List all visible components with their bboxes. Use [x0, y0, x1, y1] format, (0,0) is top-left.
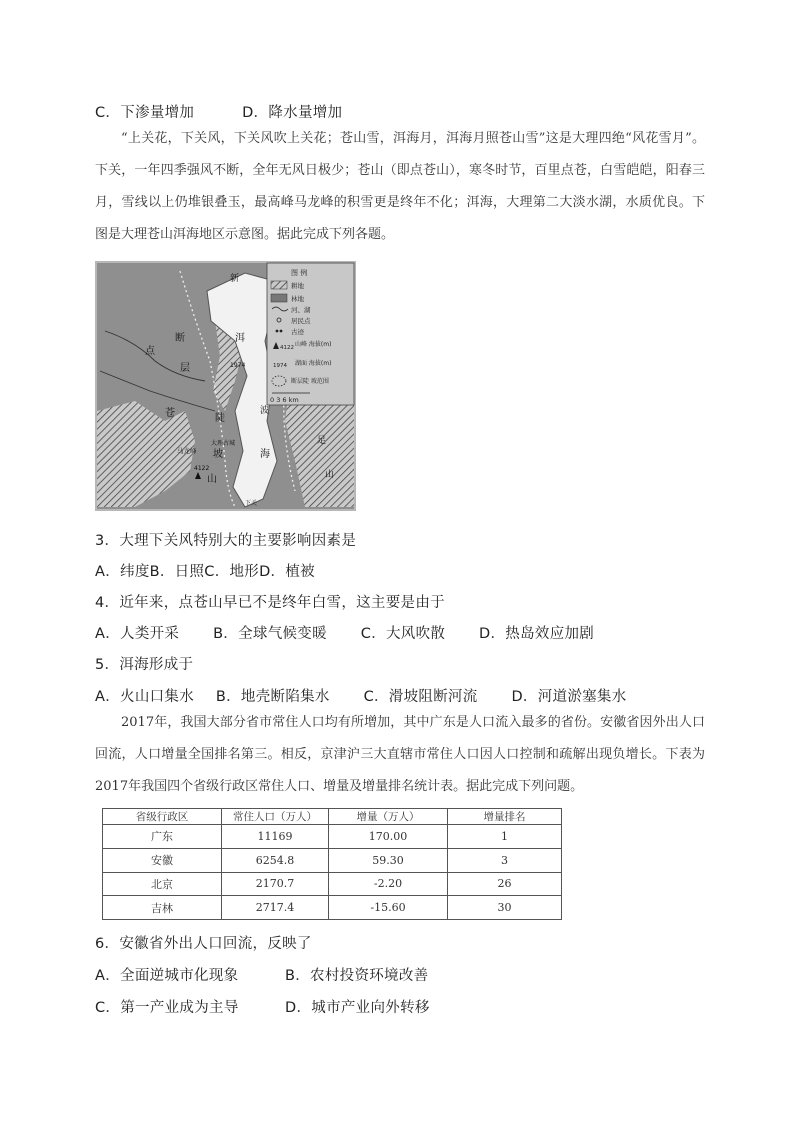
cell-population: 6254.8: [222, 848, 329, 872]
passage-dali: [95, 123, 705, 251]
map-label-bian: 波: [260, 406, 270, 416]
table-row: [103, 825, 562, 849]
cell-province: 广东: [103, 825, 222, 849]
cell-population: 2717.4: [222, 896, 329, 920]
map-label-cang: 苍: [165, 408, 175, 419]
legend-heritage-symbol-2: [280, 330, 283, 333]
legend-forest-label: 林地: [291, 295, 304, 303]
table-row: [103, 896, 562, 920]
q5-option-a: A．火山口集水: [95, 689, 195, 705]
legend-lake-label: 湖面 海拔(m): [295, 360, 332, 367]
cell-increase: -15.60: [329, 896, 448, 920]
table-row: [103, 848, 562, 872]
legend-heritage-symbol: [276, 330, 279, 333]
q4-option-c: C．大风吹散: [360, 626, 446, 642]
q6-options-row-2: [95, 996, 430, 1017]
col-header-increase: 增量（万人）: [329, 809, 448, 825]
map-label-po: 坡: [213, 449, 223, 460]
q6-option-d: D．城市产业向外转移: [285, 1000, 430, 1016]
legend-farmland-swatch: [271, 281, 287, 289]
legend-heritage-label: 古迹: [291, 328, 304, 336]
legend-forest-swatch: [271, 294, 287, 302]
q5-option-b: B．地壳断陷集水: [215, 689, 330, 705]
q4-option-b: B．全球气候变暖: [213, 626, 327, 642]
q6-option-c: C．第一产业成为主导: [95, 1000, 239, 1016]
cell-rank: 1: [448, 825, 562, 849]
cell-increase: 170.00: [329, 825, 448, 849]
scale-text: 0 3 6 km: [270, 396, 299, 404]
table-row: [103, 872, 562, 896]
map-label-dian: 点: [145, 346, 155, 357]
map-label-er: 洱: [235, 333, 245, 344]
map-label-hai: 海: [260, 449, 270, 460]
legend-peak-label: 山峰 海拔(m): [295, 341, 332, 348]
q4-options-row: [95, 622, 594, 643]
cell-province: 北京: [103, 872, 222, 896]
q4-stem: 4．近年来，点苍山早已不是终年白雪，这主要是由于: [95, 595, 445, 611]
legend-farmland-label: 耕地: [291, 282, 304, 290]
dali-map-figure: [95, 261, 356, 511]
legend-peak-value: 4122: [280, 345, 294, 351]
cell-province: 安徽: [103, 848, 222, 872]
q6-options-row-1: [95, 964, 428, 985]
map-label-ceng: 层: [180, 363, 190, 374]
legend-settlement-label: 居民点: [291, 317, 311, 325]
col-header-rank: 增量排名: [448, 809, 562, 825]
q5-option-d: D．河道淤塞集水: [511, 689, 627, 705]
map-label-shan-east: 山: [325, 470, 335, 480]
q3-stem: 3．大理下关风特别大的主要影响因素是: [95, 533, 357, 549]
legend-lake-value: 1974: [273, 363, 287, 369]
map-lake-elevation: 1974: [230, 362, 246, 369]
q6-option-a: A．全面逆城市化现象: [95, 968, 239, 984]
q5-options-row: [95, 685, 627, 706]
passage-population-text: 2017年，我国大部分省市常住人口均有所增加，其中广东是人口流入最多的省份。安徽省因外出人口回流，人口增量全国排名第三。相反，京津沪三大直辖市常住人口因人口控制和疏解出现负增长。下表为2017年我国四个省级行政区常住人口、增量及增量排名统计表。据此完成下列问题。: [95, 715, 705, 794]
q4-option-d: D．热岛效应加剧: [479, 626, 595, 642]
map-label-zu: 足: [317, 436, 327, 446]
col-header-population: 常住人口（万人）: [222, 809, 329, 825]
map-label-dali-ancient-city: 大理古城: [211, 440, 236, 447]
q3-options: A．纬度B．日照C．地形D．植被: [95, 564, 315, 580]
q4-option-a: A．人类开采: [95, 626, 180, 642]
population-table: [102, 808, 562, 920]
cell-population: 2170.7: [222, 872, 329, 896]
dali-map-svg: [95, 261, 356, 511]
map-peak-elevation: 4122: [194, 465, 210, 472]
map-peak-name: 马龙峰: [177, 447, 197, 455]
map-label-duan: 断: [175, 333, 185, 344]
table-header-row: [103, 809, 562, 825]
passage-population: [95, 707, 705, 803]
cell-province: 吉林: [103, 896, 222, 920]
q2-option-d: D．降水量增加: [242, 105, 343, 121]
map-label-shan-west: 山: [207, 474, 217, 485]
col-header-province: 省级行政区: [103, 809, 222, 825]
cell-increase: 59.30: [329, 848, 448, 872]
passage-dali-text: “上关花，下关风，下关风吹上关花；苍山雪，洱海月，洱海月照苍山雪”这是大理四绝“风花雪月”。下关，一年四季强风不断，全年无风日极少；苍山（即点苍山），寒冬时节，百里点苍，白雪皑皑，阳春三月，雪线以上仍堆银叠玉，最高峰马龙峰的积雪更是终年不化；洱海，大理第二大淡水湖，水质优良。下图是大理苍山洱海地区示意图。据此完成下列各题。: [95, 131, 705, 242]
cell-rank: 26: [448, 872, 562, 896]
cell-rank: 30: [448, 896, 562, 920]
map-label-dou: 陡: [215, 413, 225, 424]
q2-option-c: C．下渗量增加: [95, 105, 195, 121]
q5-option-c: C．滑坡阻断河流: [363, 689, 478, 705]
q6-option-b: B．农村投资环境改善: [285, 968, 429, 984]
q2-options-row: [95, 101, 342, 122]
legend-title: 图 例: [291, 269, 308, 277]
map-label-xin: 新: [230, 274, 240, 284]
legend-fault-label: 断层陡 坡范围: [291, 378, 329, 385]
cell-increase: -2.20: [329, 872, 448, 896]
legend-river-label: 河、湖: [291, 306, 311, 314]
q5-stem: 5．洱海形成于: [95, 657, 194, 673]
cell-population: 11169: [222, 825, 329, 849]
map-label-xiaguan: 下关: [245, 500, 258, 507]
cell-rank: 3: [448, 848, 562, 872]
q6-stem: 6．安徽省外出人口回流，反映了: [95, 936, 312, 952]
